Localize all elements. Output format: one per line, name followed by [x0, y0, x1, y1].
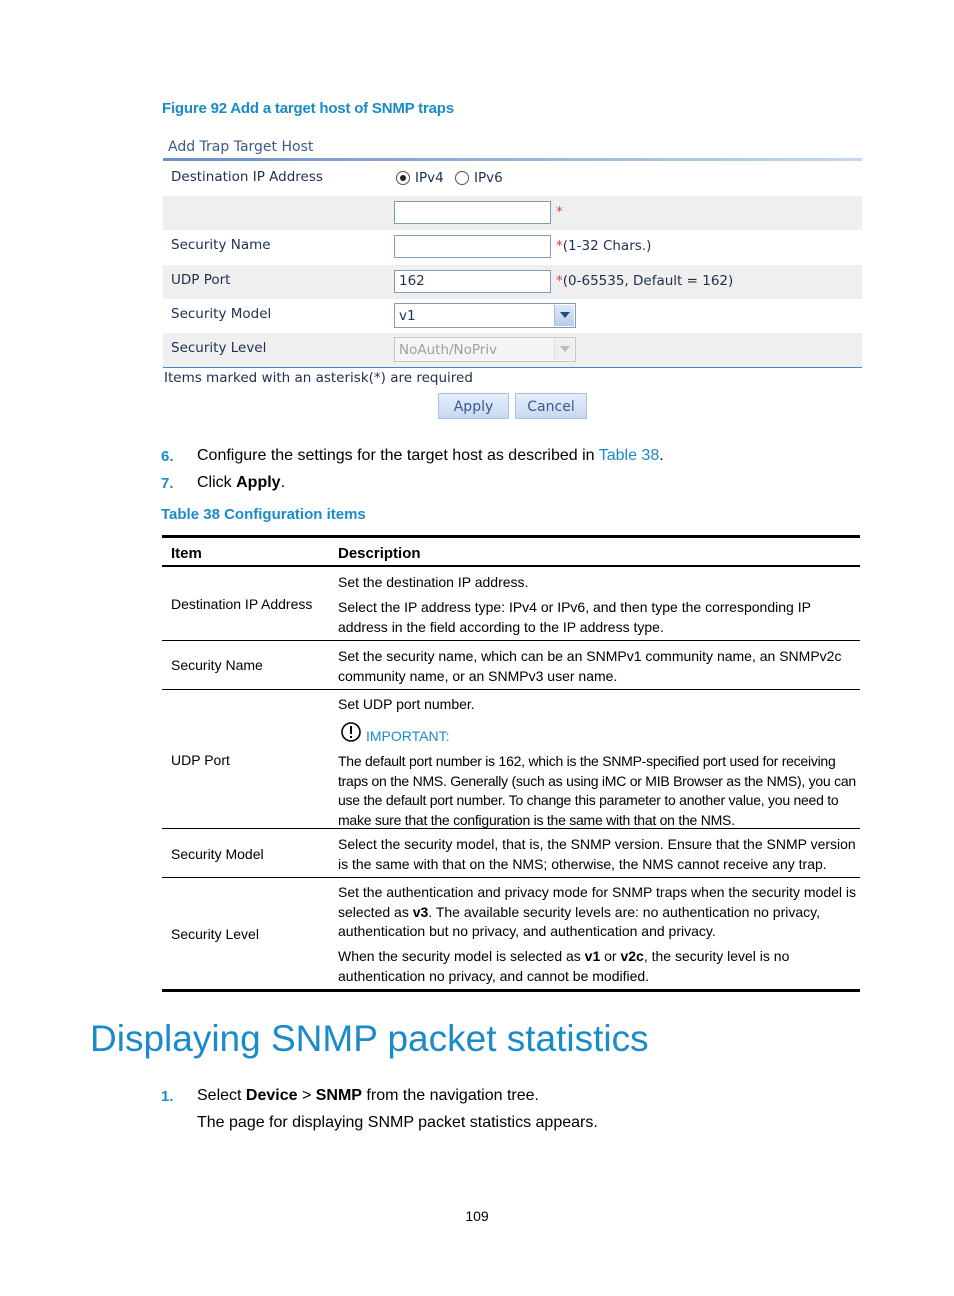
ipv4-radio[interactable]	[396, 171, 410, 185]
table-cell-description: Select the security model, that is, the SNMP version. Ensure that the SNMP version is the same with that on the NMS; otherwise, the NMS cannot receive any trap.	[338, 836, 856, 872]
table-cell-description: Set the destination IP address.	[338, 574, 529, 590]
udp-port-hint: *(0-65535, Default = 162)	[556, 273, 734, 289]
ipv6-label: IPv6	[474, 170, 503, 186]
security-name-row	[163, 230, 862, 264]
step-number: 6.	[161, 448, 174, 465]
table-row-divider	[162, 640, 860, 641]
step-text: Configure the settings for the target host as described in Table 38.	[197, 447, 664, 464]
table-cell-item: UDP Port	[171, 752, 230, 768]
table-cell-description: The default port number is 162, which is the SNMP-specified port used for receiving traps on the NMS. Generally (such as using iMC or MIB Browser as the NMS), you can use the default port number. To change this parameter to another value, you need to make sure that the configuration is the same with that on the NMS.	[338, 753, 856, 828]
form-title-divider	[163, 158, 862, 161]
chevron-down-icon	[554, 339, 574, 360]
table-header-item: Item	[171, 545, 202, 562]
security-level-select: NoAuth/NoPriv	[394, 337, 576, 362]
security-model-row	[163, 299, 862, 333]
table-cell-description: When the security model is selected as v1 or v2c, the security level is no authentication no privacy, and cannot be modified.	[338, 948, 790, 984]
step-text: Select Device > SNMP from the navigation tree.	[197, 1087, 539, 1104]
step-number: 1.	[161, 1088, 174, 1105]
security-name-label: Security Name	[171, 237, 271, 253]
ip-address-row	[163, 196, 862, 230]
step-text: Click Apply.	[197, 474, 286, 491]
table-cell-description: Set the security name, which can be an SNMPv1 community name, an SNMPv2c community name, or an SNMPv3 user name.	[338, 648, 842, 684]
udp-port-label: UDP Port	[171, 272, 231, 288]
step-subtext: The page for displaying SNMP packet statistics appears.	[197, 1114, 598, 1131]
table-bottom-rule	[162, 989, 860, 992]
cancel-button[interactable]: Cancel	[515, 393, 587, 419]
table-cell-description: Set the authentication and privacy mode for SNMP traps when the security model is selected as v3. The available security levels are: no authentication no privacy, authentication but no privacy, and authentication and privacy.	[338, 884, 857, 939]
security-model-select[interactable]: v1	[394, 303, 576, 328]
ipv4-label: IPv4	[415, 170, 444, 186]
table-header-description: Description	[338, 545, 421, 562]
table-cell-item: Security Name	[171, 657, 263, 673]
table-caption: Table 38 Configuration items	[161, 506, 366, 523]
table-header-rule	[162, 565, 860, 567]
table-top-rule	[162, 535, 860, 538]
security-name-input[interactable]	[394, 235, 551, 258]
chevron-down-icon[interactable]	[554, 305, 574, 326]
table-cell-description: Select the IP address type: IPv4 or IPv6, and then type the corresponding IP address in the field according to the IP address type.	[338, 599, 811, 635]
apply-button[interactable]: Apply	[438, 393, 509, 419]
udp-port-input[interactable]: 162	[394, 270, 551, 293]
security-level-label: Security Level	[171, 340, 267, 356]
page-number: 109	[465, 1208, 489, 1224]
important-label: IMPORTANT:	[366, 728, 450, 744]
section-heading: Displaying SNMP packet statistics	[90, 1018, 649, 1059]
security-name-hint: *(1-32 Chars.)	[556, 238, 652, 254]
step-number: 7.	[161, 475, 174, 492]
table-row-divider	[162, 877, 860, 878]
destination-ip-label: Destination IP Address	[171, 169, 323, 185]
udp-port-row	[163, 265, 862, 299]
security-model-label: Security Model	[171, 306, 272, 322]
figure-caption: Figure 92 Add a target host of SNMP traps	[162, 100, 454, 117]
form-bottom-divider	[163, 367, 862, 368]
table-cell-description: Set UDP port number.	[338, 696, 475, 712]
table-cell-item: Security Level	[171, 926, 259, 942]
table-cell-item: Security Model	[171, 846, 264, 862]
required-note: Items marked with an asterisk(*) are required	[164, 370, 473, 386]
table-cell-item: Destination IP Address	[171, 596, 313, 612]
ipv6-radio[interactable]	[455, 171, 469, 185]
ip-address-input[interactable]	[394, 201, 551, 224]
destination-ip-row	[163, 162, 862, 196]
form-title: Add Trap Target Host	[168, 139, 314, 155]
table-link[interactable]: Table 38	[598, 447, 660, 464]
important-icon	[340, 721, 362, 743]
table-row-divider	[162, 689, 860, 690]
required-asterisk: *	[556, 204, 563, 220]
security-level-row	[163, 333, 862, 367]
